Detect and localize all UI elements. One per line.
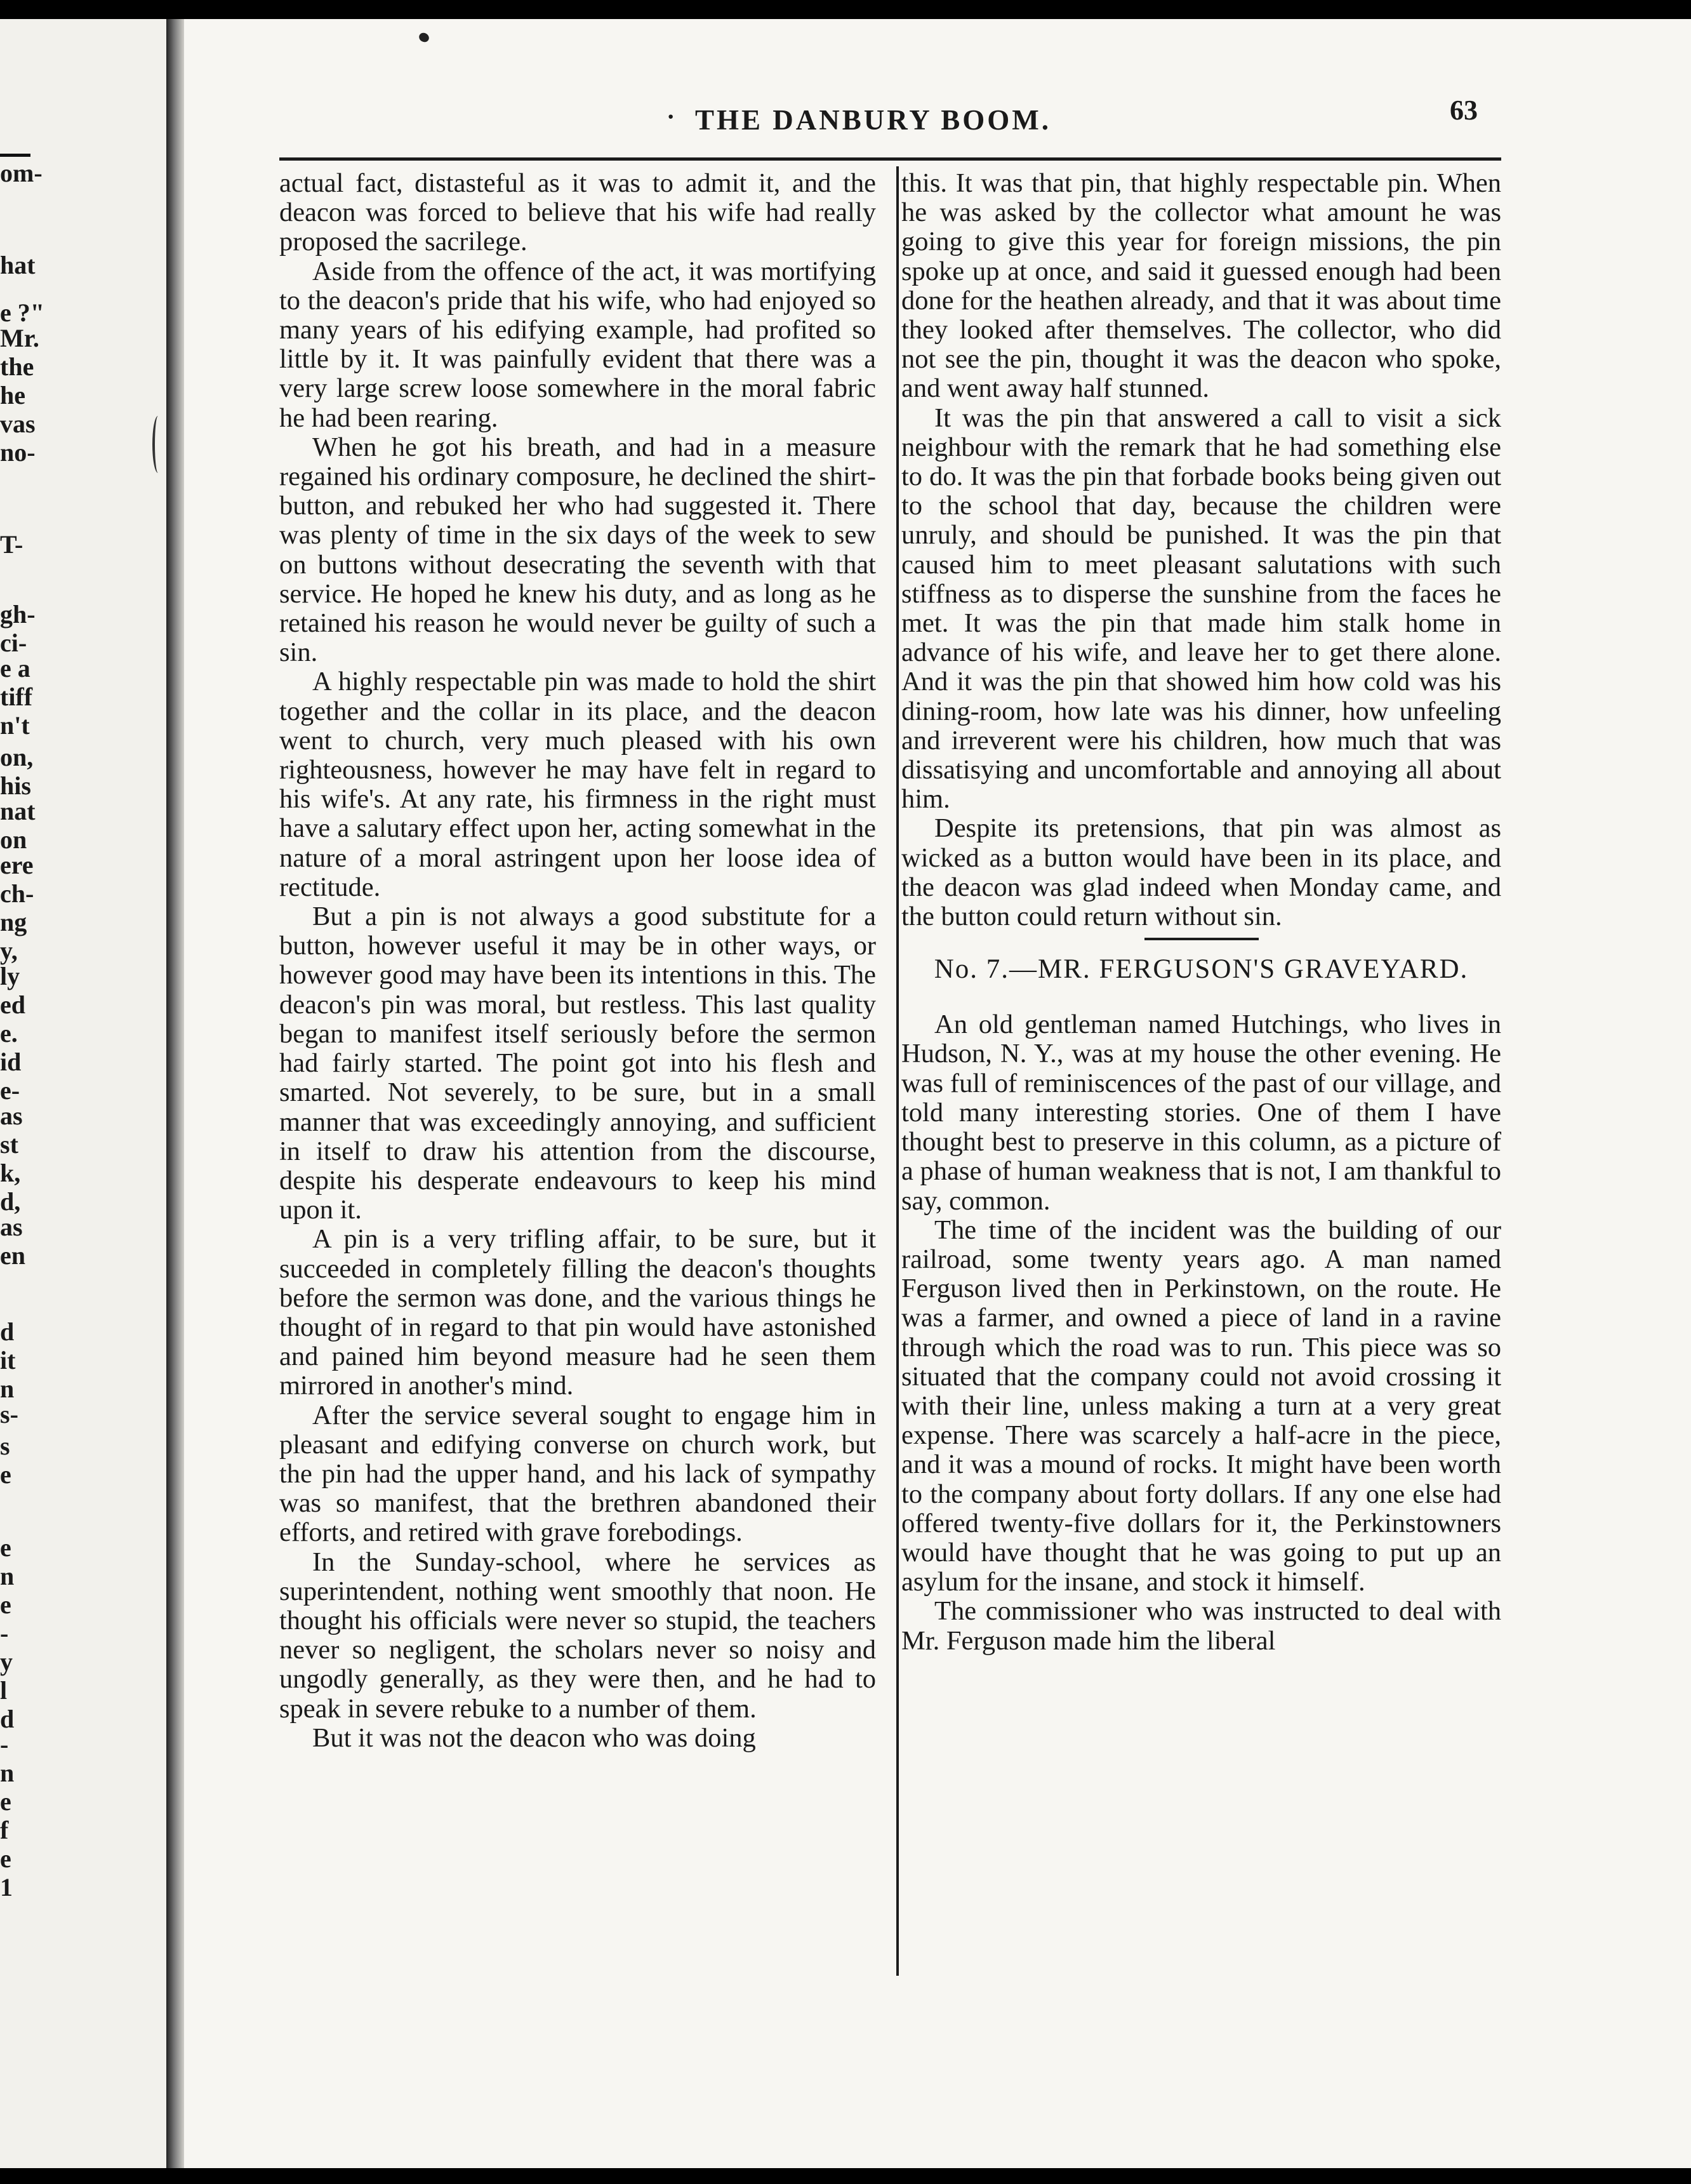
facing-page-fragment: ed [0, 990, 25, 1019]
facing-page-fragment: id [0, 1048, 22, 1076]
facing-page-fragment: e [0, 1590, 11, 1619]
facing-page-fragment: hat [0, 251, 36, 279]
facing-page-fragment: d [0, 1705, 15, 1733]
paragraph: this. It was that pin, that highly respectable pin. When he was asked by the collector what amount he was going to give this year for foreign missions, the pin spoke up at once, and said it guessed enough had been done for the heathen already, and that it was about time they looked after themselves. The collector, who did not see the pin, thought it was the deacon who spoke, and went away half stunned. [901, 168, 1501, 404]
paragraph: But it was not the deacon who was doing [312, 1722, 756, 1753]
facing-page-fragment: tiff [0, 682, 33, 711]
facing-page-fragment: 1 [0, 1873, 13, 1901]
right-column-bottom [901, 1010, 1501, 1655]
facing-page-fragment: it [0, 1346, 16, 1375]
book-gutter [166, 19, 184, 2168]
right-column-top [901, 169, 1501, 931]
facing-page-fragment: y [0, 1648, 13, 1676]
facing-page-fragment: nat [0, 797, 36, 825]
facing-page-fragment: - [0, 1730, 9, 1759]
paragraph: Despite its pretensions, that pin was almost as wicked as a button would have been in its place, and the deacon was glad indeed when Monday came, and the button could return without sin. [901, 813, 1501, 932]
paragraph: After the service several sought to engage him in pleasant and edifying converse on church work, but the pin had the upper hand, and his lack of sympathy was so manifest, that the brethren abandoned their efforts, and retired with grave forebodings. [279, 1400, 876, 1548]
page-number: 63 [1450, 95, 1478, 126]
facing-page-fragment: n [0, 1562, 15, 1590]
facing-page-fragment: e [0, 1787, 11, 1816]
paragraph: But a pin is not always a good substitute for a button, however useful it may be in other ways, or however good may have been its intentions in this. The deacon's pin was moral, but restless. This last quality began to manifest itself seriously before the sermon had fairly started. The point got into his flesh and smarted. Not severely, to be sure, but in a small manner that was exceedingly annoying, and sufficient in itself to draw his attention from the discourse, despite his desperate endeavours to keep his mind upon it. [279, 902, 876, 1225]
facing-page-fragment: as [0, 1102, 23, 1130]
facing-page-fragment: ci- [0, 629, 27, 657]
facing-page-fragment: e [0, 1533, 11, 1562]
header-rule [279, 157, 1501, 161]
facing-page-fragment: e a [0, 654, 30, 682]
margin-mark [152, 416, 164, 473]
facing-page-fragment: y, [0, 936, 18, 965]
facing-page-fragment: n't [0, 711, 30, 740]
facing-page-fragment: n [0, 1759, 15, 1787]
paragraph: A highly respectable pin was made to hold the shirt together and the collar in its place, and the deacon went to church, very much pleased with his own righteousness, however he may have felt in regard to his wife's. At any rate, his firmness in the right must have a salutary effect upon her, acting somewhat in the nature of a moral astringent upon her loose idea of rectitude. [279, 667, 876, 902]
facing-page-fragment: s [0, 1432, 10, 1460]
paragraph: Aside from the offence of the act, it was mortifying to the deacon's pride that his wife, who had enjoyed so many years of his edifying example, had profited so little by it. It was painfully evident that there was a very large screw loose somewhere in the moral fabric he had been rearing. [279, 256, 876, 433]
paragraph: The commissioner who was instructed to deal with Mr. Ferguson made him the liberal [901, 1596, 1501, 1656]
paragraph: In the Sunday-school, where he services as superintendent, nothing went smoothly that noon. He thought his officials were never so stupid, the teachers never so negligent, the scholars never so noisy and ungodly generally, as they were then, and he had to speak in severe rebuke to a number of them. [279, 1547, 876, 1724]
facing-page-fragment: f [0, 1816, 9, 1844]
facing-page-fragment: on [0, 825, 27, 854]
facing-page-fragment: e- [0, 1076, 20, 1105]
facing-page-fragment: e [0, 1844, 11, 1873]
header-dot: · [666, 102, 675, 131]
facing-page-fragment: ng [0, 908, 27, 936]
facing-page-fragment: e ?" [0, 298, 44, 327]
paragraph: It was the pin that answered a call to visit a sick neighbour with the remark that he had something else to do. It was the pin that forbade books being given out to the school that day, because the children were unruly, and should be punished. It was the pin that caused him to meet pleasant salutations with such stiffness as to disperse the sunshine from the faces he met. It was the pin that made him stalk home in advance of his wife, and leave her to get there alone. And it was the pin that showed him how cold was his dining-room, how late was his dinner, how unfeeling and irreverent were his children, how much that was dissatisying and uncomfortable and annoying all about him. [901, 403, 1501, 815]
facing-page-fragment: Mr. [0, 324, 39, 352]
facing-page-fragment: n [0, 1375, 15, 1403]
left-column [279, 169, 876, 1753]
paragraph: When he got his breath, and had in a measure regained his ordinary composure, he declined the shirt-button, and rebuked her who had suggested it. There was plenty of time in the six days of the week to sew on buttons without desecrating the seventh with that service. He hoped he knew his duty, and as long as he retained his reason he would never be guilty of such a sin. [279, 432, 876, 668]
facing-page-edge [0, 19, 166, 2168]
facing-page-fragment: - [0, 1619, 9, 1648]
section-rule [1144, 938, 1259, 940]
facing-page-fragment: l [0, 1676, 8, 1705]
facing-page-fragment: ch- [0, 879, 34, 908]
running-title: THE DANBURY BOOM. [695, 104, 1052, 136]
facing-page-fragment: e [0, 1460, 11, 1489]
facing-page-fragment: on, [0, 743, 34, 771]
facing-page-fragment: s- [0, 1400, 18, 1428]
facing-page-fragment: en [0, 1241, 25, 1270]
section-heading: No. 7.—MR. FERGUSON'S GRAVEYARD. [934, 954, 1469, 985]
facing-page-fragment: his [0, 771, 31, 800]
paragraph: The time of the incident was the building of our railroad, some twenty years ago. A man named Ferguson lived then in Perkinstown, on the route. He was a farmer, and owned a piece of land in a ravine through which the road was to run. This piece was so situated that the company could not avoid crossing it with their line, unless making a turn at a very great expense. There was scarcely a half-acre in the piece, and it was a mound of rocks. It might have been worth to the company about forty dollars. If any one else had offered twenty-five dollars for it, the Perkinstowners would have thought that he was going to put up an asylum for the insane, and stock it himself. [901, 1215, 1501, 1597]
facing-page-fragment: the [0, 352, 34, 381]
facing-page-fragment: gh- [0, 600, 36, 629]
facing-page-fragment: st [0, 1130, 18, 1159]
facing-page-fragment: e. [0, 1019, 18, 1048]
paragraph: A pin is a very trifling affair, to be sure, but it succeeded in completely filling the deacon's thoughts before the sermon was done, and the various things he thought of in regard to that pin would have astonished and pained him beyond measure had he seen them mirrored in another's mind. [279, 1224, 876, 1401]
facing-page-fragment: d [0, 1317, 15, 1346]
facing-page-fragment: T- [0, 530, 23, 559]
facing-page-rule [0, 154, 30, 157]
facing-page-fragment: om- [0, 159, 43, 187]
facing-page-fragment: he [0, 381, 25, 410]
facing-page-fragment: ere [0, 851, 34, 879]
paragraph: actual fact, distasteful as it was to admit it, and the deacon was forced to believe that his wife had really proposed the sacrilege. [279, 168, 876, 257]
facing-page-fragment: as [0, 1213, 23, 1241]
column-divider [896, 166, 899, 1976]
paragraph: An old gentleman named Hutchings, who lives in Hudson, N. Y., was at my house the other evening. He was full of reminiscences of the past of our village, and told many interesting stories. One of them I have thought best to preserve in this column, as a picture of a phase of human weakness that is not, I am thankful to say, common. [901, 1009, 1501, 1216]
facing-page-fragment: k, [0, 1159, 21, 1187]
facing-page-fragment: ly [0, 962, 20, 990]
facing-page-fragment: vas [0, 410, 36, 438]
right-column [901, 169, 1501, 1656]
facing-page-fragment: no- [0, 438, 36, 467]
facing-page-fragment: d, [0, 1187, 21, 1216]
